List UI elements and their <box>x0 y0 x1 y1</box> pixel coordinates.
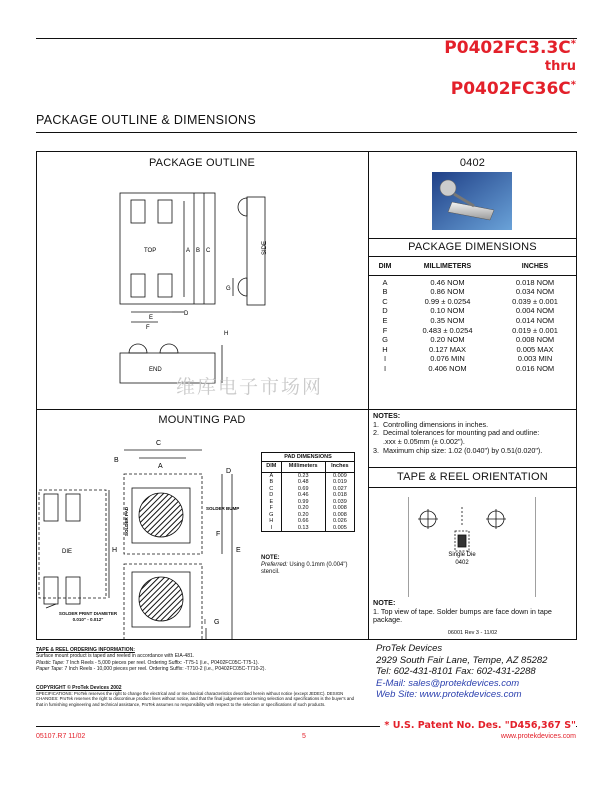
dim-cell: B <box>382 287 388 297</box>
mm-cell: 0.076 MIN <box>430 354 465 364</box>
note-item: 2. Decimal tolerances for mounting pad and outline: <box>373 428 540 438</box>
pad-col-in: Inches <box>325 462 354 472</box>
pad-mm-cell: 0.69 <box>281 486 325 493</box>
pad-dim-cell: E <box>262 499 281 506</box>
company-website[interactable]: Web Site: www.protekdevices.com <box>376 689 522 701</box>
pad-dim-label-f: F <box>216 531 221 538</box>
dimension-row <box>368 287 577 297</box>
col-header-mm: MILLIMETERS <box>423 263 472 270</box>
package-dimensions-table <box>368 262 577 374</box>
tape-reel-title: TAPE & REEL ORIENTATION <box>397 471 548 483</box>
pad-row <box>262 472 354 479</box>
part-box-title: 0402 <box>459 157 486 169</box>
footer-url[interactable]: www.protekdevices.com <box>500 733 576 740</box>
dimension-row <box>368 354 577 364</box>
tape-note <box>373 599 573 625</box>
copyright-info <box>36 686 356 707</box>
note-item: .xxx ± 0.05mm (± 0.002"). <box>373 437 465 447</box>
pad-inch-cell: 0.039 <box>332 498 347 505</box>
pad-mm-cell: 0.13 <box>281 525 325 532</box>
mm-cell: 0.406 NOM <box>428 363 467 373</box>
pad-dim-label-e: E <box>236 547 241 554</box>
note-item: 3. Maximum chip size: 1.02 (0.040") by 0.51(0.020"). <box>373 445 543 455</box>
pad-dim-cell: C <box>262 486 281 493</box>
pad-inch-cell: 0.027 <box>332 485 347 492</box>
frame-divider-left <box>36 409 368 410</box>
solder-pad-label: SOLDER PAD <box>124 506 129 536</box>
die-pad-2 <box>66 494 80 521</box>
paper-prefix: Paper Tape: <box>36 665 64 672</box>
mm-cell: 0.35 NOM <box>430 315 465 325</box>
pad-inch-cell: 0.008 <box>332 505 347 512</box>
section-title: PACKAGE OUTLINE & DIMENSIONS <box>36 113 257 127</box>
pad-mm-cell: 0.99 <box>281 499 325 506</box>
pad-dimensions-table <box>261 452 355 532</box>
die-pad-1 <box>44 494 58 521</box>
pad-inch-cell: 0.005 <box>332 524 347 531</box>
plastic-prefix: Plastic Tape: <box>36 659 65 666</box>
copyright-title: COPYRIGHT © ProTek Devices 2002 <box>36 685 122 691</box>
tape-reel-top-rule <box>368 467 577 468</box>
inch-cell: 0.019 ± 0.001 <box>512 325 558 335</box>
part-title-line3: P0402FC36C* <box>450 79 576 99</box>
end-label: END <box>149 367 162 373</box>
dim-label-f: F <box>146 325 150 331</box>
revision: 06001 Rev 3 - 11/02 <box>447 630 498 636</box>
tape-reel-mid-rule <box>368 487 577 488</box>
end-bump-2 <box>160 344 178 353</box>
pad-inch-cell: 0.026 <box>332 518 347 525</box>
dim-label-h: H <box>224 331 229 337</box>
pad-inch-cell: 0.018 <box>332 492 347 499</box>
inch-cell: 0.039 ± 0.001 <box>512 296 558 306</box>
inch-cell: 0.005 MAX <box>516 344 554 354</box>
side-bump-2 <box>238 278 247 296</box>
dimension-row <box>368 335 577 345</box>
pad-mm-cell: 0.20 <box>281 512 325 519</box>
pad-mm-cell: 0.66 <box>281 518 325 525</box>
dim-label-d: D <box>184 311 189 317</box>
ordering-line: Surface mount product is taped and reeled in accordance with EIA-481. <box>36 653 195 660</box>
company-name: ProTek Devices <box>376 643 443 654</box>
pad-dim-cell: D <box>262 492 281 499</box>
dimension-row <box>368 297 577 307</box>
pad-note <box>261 555 361 576</box>
dim-label-g: G <box>226 286 231 292</box>
tape-drawing <box>408 497 536 597</box>
dim-cell: D <box>382 306 388 316</box>
pad-dim-cell: G <box>262 512 281 519</box>
doc-code: 05107.R7 11/02 <box>36 733 86 740</box>
patent-notice: * U.S. Patent No. Des. "D456,367 S" <box>380 720 576 731</box>
die-label: DIE <box>62 549 73 555</box>
plastic-text: 7 Inch Reels - 5,000 pieces per reel. Ordering Suffix: -T75-1 (i.e., P0402FC05C-T75-1). <box>64 659 259 666</box>
col-header-in: INCHES <box>521 263 549 270</box>
die-outline <box>39 490 106 598</box>
col-header-dim: DIM <box>378 263 392 270</box>
watermark: 维库电子市场网 <box>176 376 324 398</box>
inch-cell: 0.018 NOM <box>515 277 555 287</box>
pad-dim-cell: B <box>262 479 281 486</box>
pad-mm-cell: 0.23 <box>281 472 325 479</box>
company-email[interactable]: E-Mail: sales@protekdevices.com <box>376 677 520 689</box>
pad-row <box>262 525 354 532</box>
mm-cell: 0.99 ± 0.0254 <box>424 296 471 306</box>
pad-note-title: NOTE: <box>261 555 280 561</box>
tape-note-text: 1. Top view of tape. Solder bumps are face down in tape package. <box>373 606 552 625</box>
inch-cell: 0.034 NOM <box>515 287 555 297</box>
pad-dim-cell: H <box>262 518 281 525</box>
pad-dim-label-a: A <box>158 463 163 470</box>
top-pad-4 <box>158 274 172 297</box>
package-outline-title: PACKAGE OUTLINE <box>148 157 256 169</box>
inch-cell: 0.004 NOM <box>515 306 555 316</box>
solder-print-lower <box>139 577 183 621</box>
dim-cell: E <box>382 315 388 325</box>
paper-text: 7 Inch Reels - 10,000 pieces per reel. Ordering Suffix: -T710-2 (i.e., P0402FC05C-T710-2). <box>63 665 266 672</box>
company-phone: Tel: 602-431-8101 Fax: 602-431-2288 <box>376 666 536 678</box>
pad-mm-cell: 0.20 <box>281 505 325 512</box>
top-label: TOP <box>144 248 157 254</box>
dim-label-b: B <box>196 248 201 254</box>
end-bump-1 <box>129 344 147 353</box>
solder-bump-label: SOLDER BUMP <box>206 506 240 511</box>
pad-mm-cell: 0.46 <box>281 492 325 499</box>
ordering-title: TAPE & REEL ORDERING INFORMATION: <box>36 647 135 653</box>
page-number: 5 <box>302 733 306 740</box>
dim-cell: H <box>382 344 388 354</box>
dimension-row <box>368 326 577 336</box>
top-pad-3 <box>131 274 145 297</box>
mm-cell: 0.20 NOM <box>430 335 465 345</box>
dim-label-a: A <box>186 248 191 254</box>
copyright-text: SPECIFICATIONS: ProTek reserves the right to change the electrical and or mechanical characteristics described herein without notice (except JEDEC). DESIGN CHANGES: ProTek reserves the right to discontinue product lines without notice, and that the final judgement concerning selection and specifications is the buyer's and that in furnishing engineering and technical assistance, ProTek assumes no responsibility with respect to the selection or specifications of such products. <box>36 691 355 707</box>
pad-dim-cell: A <box>262 472 281 479</box>
dim-cell: I <box>383 354 387 364</box>
solder-print-label: SOLDER PRINT DIAMETER 0.010" - 0.012" <box>58 611 118 622</box>
dim-cell: F <box>382 325 388 335</box>
part-title-thru: thru <box>544 59 576 74</box>
pad-inch-cell: 0.009 <box>332 472 347 479</box>
mm-cell: 0.483 ± 0.0254 <box>422 325 473 335</box>
pad-dim-label-i: I <box>204 619 206 626</box>
pad-dim-label-h: H <box>112 547 118 554</box>
tape-die-label-2: 0402 <box>455 560 469 566</box>
pad-dim-cell: F <box>262 505 281 512</box>
contact-block <box>376 643 547 701</box>
notes-block <box>373 412 573 456</box>
dim-label-c: C <box>206 248 211 254</box>
pad-dim-cell: I <box>262 525 281 532</box>
pad-dimensions-title: PAD DIMENSIONS <box>262 453 354 462</box>
mounting-pad-title: MOUNTING PAD <box>158 414 246 426</box>
dimension-row <box>368 278 577 288</box>
inch-cell: 0.016 NOM <box>515 363 555 373</box>
mm-cell: 0.86 NOM <box>430 287 465 297</box>
notes-title: NOTES: <box>373 411 401 420</box>
pad-col-dim: DIM <box>262 462 281 472</box>
dimension-row <box>368 364 577 374</box>
top-view-body <box>120 193 215 304</box>
frame-divider-vertical <box>368 151 369 640</box>
side-label: SIDE <box>262 240 268 255</box>
inch-cell: 0.008 NOM <box>515 335 555 345</box>
package-dimensions-mid-rule <box>368 256 577 257</box>
note-item: 1. Controlling dimensions in inches. <box>373 419 489 429</box>
dimension-row <box>368 306 577 316</box>
pad-col-mm: Millimeters <box>281 462 325 472</box>
side-bump-1 <box>238 198 247 216</box>
dimension-row <box>368 316 577 326</box>
dim-label-e: E <box>149 315 154 321</box>
part-title-line1: P0402FC3.3C* <box>444 38 576 58</box>
pad-inch-cell: 0.019 <box>332 479 347 486</box>
package-dimensions-title: PACKAGE DIMENSIONS <box>408 241 537 253</box>
pad-dim-label-g: G <box>214 619 220 626</box>
section-rule <box>36 132 577 133</box>
package-dimensions-top-rule <box>368 238 577 239</box>
pad-note-text: Using 0.1mm (0.004") stencil. <box>261 562 348 575</box>
chip-image <box>432 172 512 230</box>
pad-note-prefix: Preferred: <box>261 562 288 568</box>
dim-cell: C <box>382 296 388 306</box>
mm-cell: 0.10 NOM <box>430 306 465 316</box>
pad-inch-cell: 0.008 <box>332 511 347 518</box>
top-pad-1 <box>131 200 145 223</box>
die-pad-3 <box>44 577 58 604</box>
inch-cell: 0.003 MIN <box>517 354 553 364</box>
pad-dim-label-d: D <box>226 468 232 475</box>
dimension-row <box>368 345 577 355</box>
solder-print-upper <box>139 493 183 537</box>
tape-note-title: NOTE: <box>373 598 396 607</box>
company-address: 2929 South Fair Lane, Tempe, AZ 85282 <box>376 654 548 666</box>
ordering-info <box>36 647 356 672</box>
frame-divider-right <box>368 409 577 410</box>
pad-dim-label-c: C <box>156 440 162 447</box>
die-pad-4 <box>66 577 80 604</box>
dim-cell: I <box>383 363 387 373</box>
pad-dim-label-b: B <box>114 457 119 464</box>
mm-cell: 0.46 NOM <box>430 277 465 287</box>
pad-mm-cell: 0.48 <box>281 479 325 486</box>
dim-cell: A <box>382 277 388 287</box>
inch-cell: 0.014 NOM <box>515 315 555 325</box>
mm-cell: 0.127 MAX <box>428 344 467 354</box>
top-pad-2 <box>158 200 172 223</box>
tape-die-label-1: Single Die <box>448 552 476 558</box>
dim-cell: G <box>382 335 388 345</box>
